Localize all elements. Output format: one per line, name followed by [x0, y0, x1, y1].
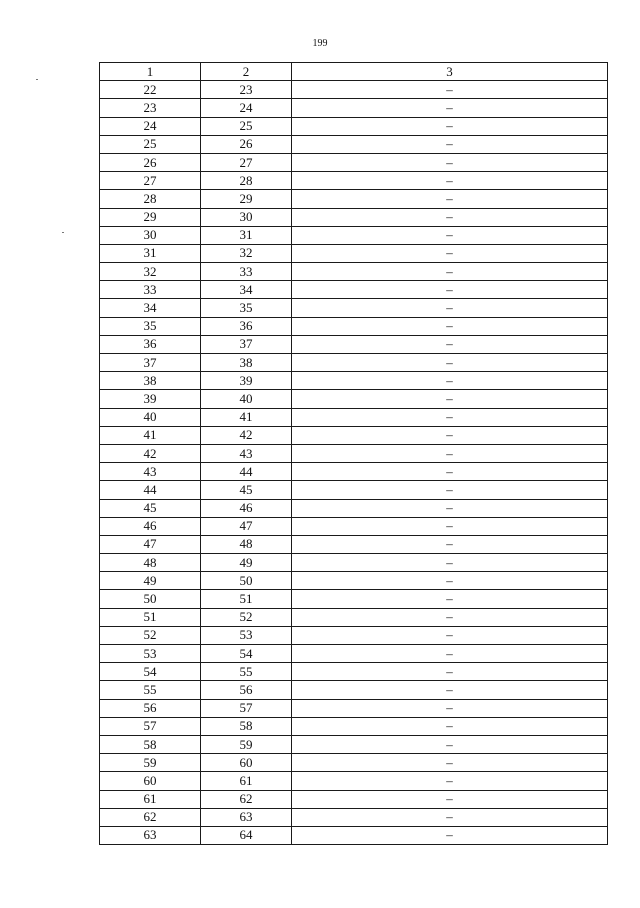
table-cell-col-3: –: [292, 517, 608, 535]
table-cell-col-3: –: [292, 808, 608, 826]
table-cell-col-1: 47: [100, 535, 201, 553]
table-row: [100, 354, 608, 372]
table-cell-col-2: 32: [201, 244, 292, 262]
table-cell-col-1: 50: [100, 590, 201, 608]
table-cell-col-1: 27: [100, 172, 201, 190]
table-row: [100, 81, 608, 99]
table-row: [100, 790, 608, 808]
data-table: [99, 62, 608, 845]
table-cell-col-3: –: [292, 590, 608, 608]
table-row: [100, 208, 608, 226]
table-cell-col-1: 62: [100, 808, 201, 826]
table-cell-col-1: 44: [100, 481, 201, 499]
table-cell-col-2: 24: [201, 99, 292, 117]
scan-speck: [36, 79, 38, 80]
table-row: [100, 190, 608, 208]
table-cell-col-2: 52: [201, 608, 292, 626]
table-cell-col-2: 47: [201, 517, 292, 535]
table-cell-col-2: 45: [201, 481, 292, 499]
header-cell-col-1: 1: [100, 63, 201, 81]
table-cell-col-2: 60: [201, 754, 292, 772]
table-cell-col-3: –: [292, 408, 608, 426]
table-cell-col-1: 40: [100, 408, 201, 426]
table-cell-col-3: –: [292, 299, 608, 317]
table-row: [100, 626, 608, 644]
table-cell-col-1: 26: [100, 153, 201, 171]
table-cell-col-3: –: [292, 754, 608, 772]
table-row: [100, 772, 608, 790]
table-cell-col-2: 46: [201, 499, 292, 517]
table-row: [100, 372, 608, 390]
table-cell-col-2: 64: [201, 826, 292, 844]
table-cell-col-1: 54: [100, 663, 201, 681]
header-row: [100, 63, 608, 81]
table-row: [100, 554, 608, 572]
table-cell-col-1: 53: [100, 645, 201, 663]
table-header: [100, 63, 608, 81]
table-cell-col-1: 30: [100, 226, 201, 244]
table-cell-col-3: –: [292, 153, 608, 171]
table-row: [100, 535, 608, 553]
table-cell-col-1: 49: [100, 572, 201, 590]
table-row: [100, 99, 608, 117]
table-row: [100, 263, 608, 281]
table-cell-col-3: –: [292, 426, 608, 444]
table-cell-col-2: 62: [201, 790, 292, 808]
table-row: [100, 226, 608, 244]
table-cell-col-2: 31: [201, 226, 292, 244]
table-row: [100, 481, 608, 499]
table-cell-col-3: –: [292, 99, 608, 117]
table-cell-col-3: –: [292, 826, 608, 844]
table-cell-col-1: 28: [100, 190, 201, 208]
table-cell-col-2: 29: [201, 190, 292, 208]
table-cell-col-3: –: [292, 208, 608, 226]
table-cell-col-1: 43: [100, 463, 201, 481]
table-cell-col-2: 42: [201, 426, 292, 444]
table-cell-col-1: 22: [100, 81, 201, 99]
table-cell-col-2: 23: [201, 81, 292, 99]
table-cell-col-3: –: [292, 81, 608, 99]
table-cell-col-1: 35: [100, 317, 201, 335]
table-cell-col-2: 28: [201, 172, 292, 190]
table-row: [100, 808, 608, 826]
table-cell-col-2: 44: [201, 463, 292, 481]
page-number: 199: [312, 38, 328, 49]
table-cell-col-3: –: [292, 681, 608, 699]
table-cell-col-1: 57: [100, 717, 201, 735]
table-cell-col-3: –: [292, 335, 608, 353]
table-cell-col-2: 57: [201, 699, 292, 717]
table-cell-col-1: 48: [100, 554, 201, 572]
table-cell-col-2: 27: [201, 153, 292, 171]
table-cell-col-3: –: [292, 135, 608, 153]
table-cell-col-2: 40: [201, 390, 292, 408]
table-cell-col-2: 38: [201, 354, 292, 372]
table-cell-col-2: 56: [201, 681, 292, 699]
table-cell-col-3: –: [292, 572, 608, 590]
table-cell-col-1: 59: [100, 754, 201, 772]
table-cell-col-1: 34: [100, 299, 201, 317]
table-cell-col-2: 55: [201, 663, 292, 681]
table-row: [100, 826, 608, 844]
table-cell-col-3: –: [292, 717, 608, 735]
table-row: [100, 735, 608, 753]
table-cell-col-1: 33: [100, 281, 201, 299]
table-row: [100, 499, 608, 517]
table-cell-col-2: 35: [201, 299, 292, 317]
table-cell-col-1: 31: [100, 244, 201, 262]
table-cell-col-2: 43: [201, 444, 292, 462]
table-cell-col-1: 55: [100, 681, 201, 699]
table-row: [100, 463, 608, 481]
table-cell-col-3: –: [292, 790, 608, 808]
table-cell-col-1: 32: [100, 263, 201, 281]
table-cell-col-1: 60: [100, 772, 201, 790]
table-cell-col-1: 46: [100, 517, 201, 535]
scan-speck: [62, 232, 64, 233]
table-cell-col-1: 52: [100, 626, 201, 644]
table-cell-col-3: –: [292, 463, 608, 481]
table-row: [100, 681, 608, 699]
table-cell-col-1: 24: [100, 117, 201, 135]
table-cell-col-3: –: [292, 444, 608, 462]
table-row: [100, 444, 608, 462]
table-cell-col-2: 33: [201, 263, 292, 281]
table-row: [100, 335, 608, 353]
table-cell-col-3: –: [292, 735, 608, 753]
table-row: [100, 299, 608, 317]
table-row: [100, 281, 608, 299]
table-cell-col-3: –: [292, 772, 608, 790]
table-cell-col-3: –: [292, 244, 608, 262]
table-cell-col-2: 36: [201, 317, 292, 335]
table-cell-col-1: 42: [100, 444, 201, 462]
table-cell-col-3: –: [292, 608, 608, 626]
header-cell-col-3: 3: [292, 63, 608, 81]
table-row: [100, 717, 608, 735]
table-cell-col-1: 36: [100, 335, 201, 353]
table-row: [100, 426, 608, 444]
table-row: [100, 699, 608, 717]
table-cell-col-2: 63: [201, 808, 292, 826]
table-cell-col-2: 59: [201, 735, 292, 753]
table-cell-col-1: 61: [100, 790, 201, 808]
table-row: [100, 754, 608, 772]
table-cell-col-1: 25: [100, 135, 201, 153]
table-cell-col-3: –: [292, 117, 608, 135]
table-row: [100, 135, 608, 153]
table-row: [100, 645, 608, 663]
table-row: [100, 244, 608, 262]
table-cell-col-3: –: [292, 263, 608, 281]
table-cell-col-3: –: [292, 645, 608, 663]
table-cell-col-2: 25: [201, 117, 292, 135]
table-row: [100, 317, 608, 335]
table-cell-col-2: 26: [201, 135, 292, 153]
table-cell-col-3: –: [292, 390, 608, 408]
table-cell-col-3: –: [292, 554, 608, 572]
table-cell-col-3: –: [292, 354, 608, 372]
table-cell-col-1: 45: [100, 499, 201, 517]
table-cell-col-3: –: [292, 372, 608, 390]
table-cell-col-1: 63: [100, 826, 201, 844]
table-cell-col-2: 30: [201, 208, 292, 226]
table-cell-col-3: –: [292, 499, 608, 517]
table-row: [100, 572, 608, 590]
table-cell-col-3: –: [292, 281, 608, 299]
table-cell-col-2: 41: [201, 408, 292, 426]
table-cell-col-3: –: [292, 626, 608, 644]
table-cell-col-2: 34: [201, 281, 292, 299]
table-row: [100, 390, 608, 408]
table-cell-col-2: 51: [201, 590, 292, 608]
table-cell-col-2: 61: [201, 772, 292, 790]
table-cell-col-2: 37: [201, 335, 292, 353]
table-cell-col-1: 41: [100, 426, 201, 444]
table-cell-col-1: 23: [100, 99, 201, 117]
table-row: [100, 608, 608, 626]
table-cell-col-3: –: [292, 481, 608, 499]
table-cell-col-3: –: [292, 535, 608, 553]
table-cell-col-1: 38: [100, 372, 201, 390]
table-row: [100, 663, 608, 681]
table-row: [100, 153, 608, 171]
table-cell-col-3: –: [292, 190, 608, 208]
table-body: [100, 81, 608, 845]
table-cell-col-3: –: [292, 663, 608, 681]
table-cell-col-1: 37: [100, 354, 201, 372]
table-cell-col-2: 49: [201, 554, 292, 572]
table-cell-col-2: 50: [201, 572, 292, 590]
table-cell-col-2: 54: [201, 645, 292, 663]
table-cell-col-1: 39: [100, 390, 201, 408]
table-cell-col-2: 58: [201, 717, 292, 735]
header-cell-col-2: 2: [201, 63, 292, 81]
table-cell-col-3: –: [292, 699, 608, 717]
table-row: [100, 408, 608, 426]
table-cell-col-2: 53: [201, 626, 292, 644]
table-row: [100, 172, 608, 190]
table-cell-col-1: 56: [100, 699, 201, 717]
table-cell-col-3: –: [292, 226, 608, 244]
table-cell-col-3: –: [292, 172, 608, 190]
table-cell-col-1: 51: [100, 608, 201, 626]
table-row: [100, 590, 608, 608]
table-cell-col-2: 39: [201, 372, 292, 390]
table-cell-col-3: –: [292, 317, 608, 335]
table-cell-col-1: 29: [100, 208, 201, 226]
table-row: [100, 517, 608, 535]
table-row: [100, 117, 608, 135]
table-cell-col-1: 58: [100, 735, 201, 753]
table-cell-col-2: 48: [201, 535, 292, 553]
